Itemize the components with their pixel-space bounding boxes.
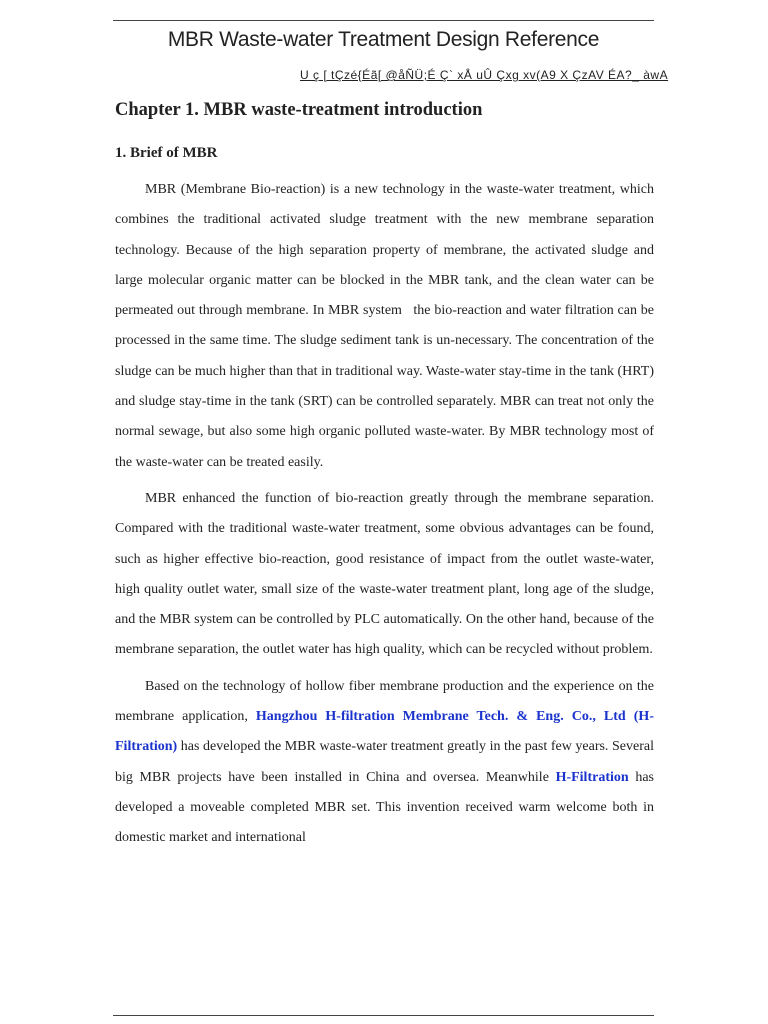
chapter-heading: Chapter 1. MBR waste-treatment introduction: [115, 100, 483, 120]
top-rule: [113, 20, 654, 21]
paragraph-2: MBR enhanced the function of bio-reaction greatly through the membrane separation. Compared with the traditional waste-water treatment, some obvious advantages can be found, such as higher effective bio-reaction, good resistance of impact from the outlet waste-water, high quality outlet water, small size of the waste-water treatment plant, long age of the sludge, and the MBR system can be controlled by PLC automatically. On the other hand, because of the membrane separation, the outlet water has high quality, which can be recycled without problem.: [115, 490, 654, 658]
paragraph-3: [115, 672, 654, 854]
garbled-subtitle: U ç [ tÇzé{Éã[ @åÑÜ;É Ç` xÅ uÛ Çxg xv(A9 X ÇzAV ÉA?_ àwA: [300, 68, 669, 82]
body-text: [115, 175, 654, 860]
paragraph-3-text-1: Based on the technology of hollow fiber membrane production and the experience on the membrane application,: [115, 678, 654, 725]
bottom-rule: [113, 1015, 654, 1016]
section-heading: 1. Brief of MBR: [115, 145, 218, 161]
paragraph-3-text-3: has developed a moveable completed MBR set. This invention received warm welcome both in domestic market and international: [115, 769, 654, 846]
company-name-highlight: Hangzhou H-filtration Membrane Tech. & Eng. Co., Ltd (H-Filtration): [115, 709, 654, 755]
brand-name-highlight: H-Filtration: [555, 769, 629, 785]
document-title: MBR Waste-water Treatment Design Reference: [167, 28, 600, 51]
paragraph-1: MBR (Membrane Bio-reaction) is a new technology in the waste-water treatment, which combines the traditional activated sludge treatment with the new membrane separation technology. Because of the high separation property of membrane, the activated sludge and large molecular organic matter can be blocked in the MBR tank, and the clean water can be permeated out through membrane. In MBR system the bio-reaction and water filtration can be processed in the same time. The sludge sediment tank is un-necessary. The concentration of the sludge can be much higher than that in traditional way. Waste-water stay-time in the tank (HRT) and sludge stay-time in the tank (SRT) can be controlled separately. MBR can treat not only the normal sewage, but also some high organic polluted waste-water. By MBR technology most of the waste-water can be treated easily.: [115, 182, 654, 470]
paragraph-3-text-2: has developed the MBR waste-water treatment greatly in the past few years. Several big MBR projects have been installed in China and oversea. Meanwhile: [115, 739, 654, 785]
